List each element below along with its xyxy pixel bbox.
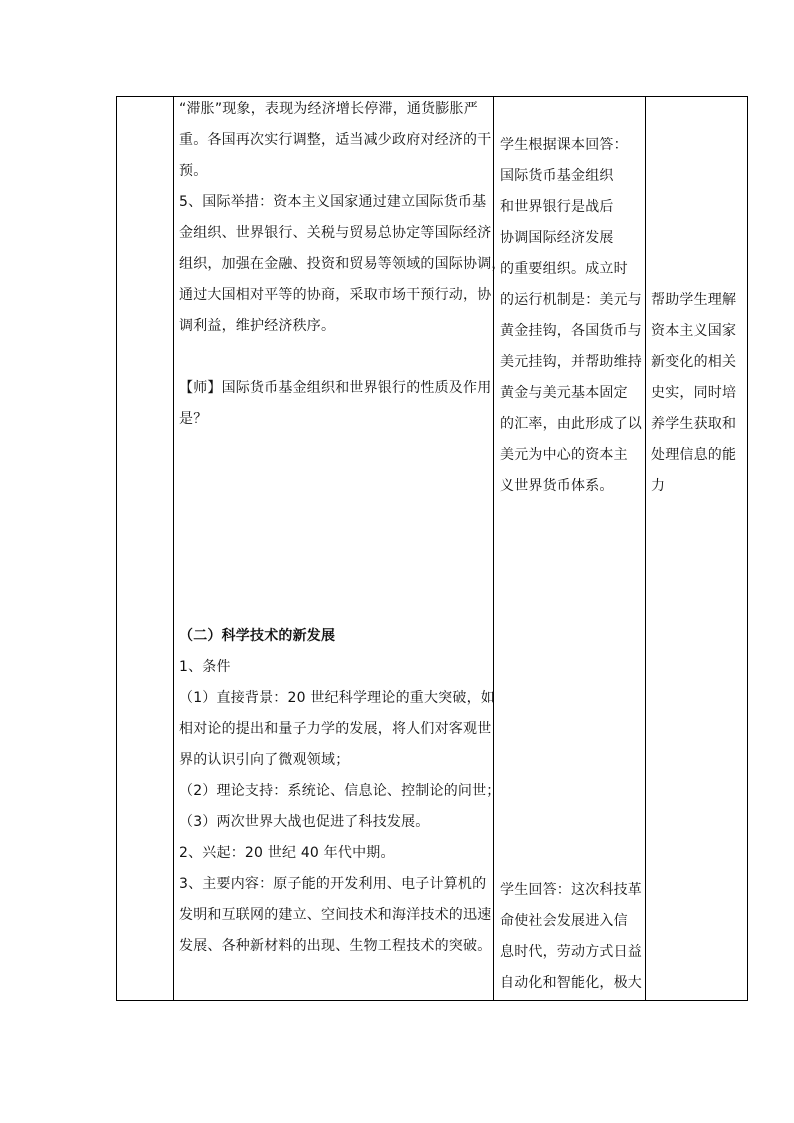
content-line: （2）理论支持：系统论、信息论、控制论的问世； <box>179 783 501 799</box>
column-divider-1 <box>173 97 174 1000</box>
student-line: 黄金与美元基本固定 <box>500 385 628 401</box>
student-line: 自动化和智能化，极大 <box>500 975 642 991</box>
purpose-line: 处理信息的能 <box>651 447 737 463</box>
section-title: （二）科学技术的新发展 <box>179 628 336 644</box>
column-divider-2 <box>493 97 494 1000</box>
purpose-line: 帮助学生理解 <box>651 292 737 308</box>
student-line: 美元为中心的资本主 <box>500 447 628 463</box>
student-line: 美元挂钩，并帮助维持 <box>500 354 642 370</box>
content-line: 预。 <box>179 163 208 179</box>
content-line: 界的认识引向了微观领域； <box>179 752 350 768</box>
content-line: 金组织、世界银行、关税与贸易总协定等国际经济 <box>179 225 492 241</box>
lesson-table <box>116 96 748 1001</box>
content-line: 重。各国再次实行调整，适当减少政府对经济的干 <box>179 132 492 148</box>
content-line: 通过大国相对平等的协商，采取市场干预行动，协 <box>179 287 492 303</box>
student-line: 义世界货币体系。 <box>500 478 614 494</box>
student-line: 的重要组织。成立时 <box>500 261 628 277</box>
purpose-line: 力 <box>651 478 666 494</box>
purpose-cell <box>651 285 747 502</box>
student-line: 学生回答：这次科技革 <box>500 882 642 898</box>
purpose-line: 养学生获取和 <box>651 416 737 432</box>
student-line: 息时代，劳动方式日益 <box>500 944 642 960</box>
content-line: （3）两次世界大战也促进了科技发展。 <box>179 814 430 830</box>
spacer <box>179 342 491 373</box>
teacher-question <box>179 373 491 435</box>
student-line: 黄金挂钩，各国货币与 <box>500 323 642 339</box>
content-line: 组织，加强在金融、投资和贸易等领域的国际协调， <box>179 256 506 272</box>
content-line: 1、条件 <box>179 659 231 675</box>
content-line: （1）直接背景：20 世纪科学理论的重大突破，如 <box>179 690 495 706</box>
content-line: “滞胀”现象，表现为经济增长停滞，通货膨胀严 <box>179 101 478 117</box>
content-line: 3、主要内容：原子能的开发利用、电子计算机的 <box>179 876 487 892</box>
stage-cell <box>117 97 173 1000</box>
student-line: 学生根据课本回答： <box>500 137 628 153</box>
student-answer-2 <box>500 875 644 999</box>
student-line: 协调国际经济发展 <box>500 230 614 246</box>
student-line: 命使社会发展进入信 <box>500 913 628 929</box>
purpose-line: 资本主义国家 <box>651 323 737 339</box>
content-cell <box>179 94 506 962</box>
student-answer-1 <box>500 130 644 502</box>
content-part1 <box>179 94 506 342</box>
column-divider-3 <box>645 97 646 1000</box>
spacer <box>179 435 491 621</box>
student-line: 和世界银行是战后 <box>500 199 614 215</box>
content-line: 发展、各种新材料的出现、生物工程技术的突破。 <box>179 938 492 954</box>
content-line: 2、兴起：20 世纪 40 年代中期。 <box>179 845 395 861</box>
student-line: 国际货币基金组织 <box>500 168 614 184</box>
content-line: 相对论的提出和量子力学的发展，将人们对客观世 <box>179 721 492 737</box>
content-line: 发明和互联网的建立、空间技术和海洋技术的迅速 <box>179 907 492 923</box>
question-line: 【师】国际货币基金组织和世界银行的性质及作用 <box>179 380 492 396</box>
student-line: 的汇率，由此形成了以 <box>500 416 642 432</box>
student-line: 的运行机制是：美元与 <box>500 292 642 308</box>
content-part2 <box>179 652 501 962</box>
question-line: 是？ <box>179 411 208 427</box>
purpose-line: 史实，同时培 <box>651 385 737 401</box>
purpose-line: 新变化的相关 <box>651 354 737 370</box>
content-line: 调利益，维护经济秩序。 <box>179 318 336 334</box>
content-line: 5、国际举措：资本主义国家通过建立国际货币基 <box>179 194 487 210</box>
